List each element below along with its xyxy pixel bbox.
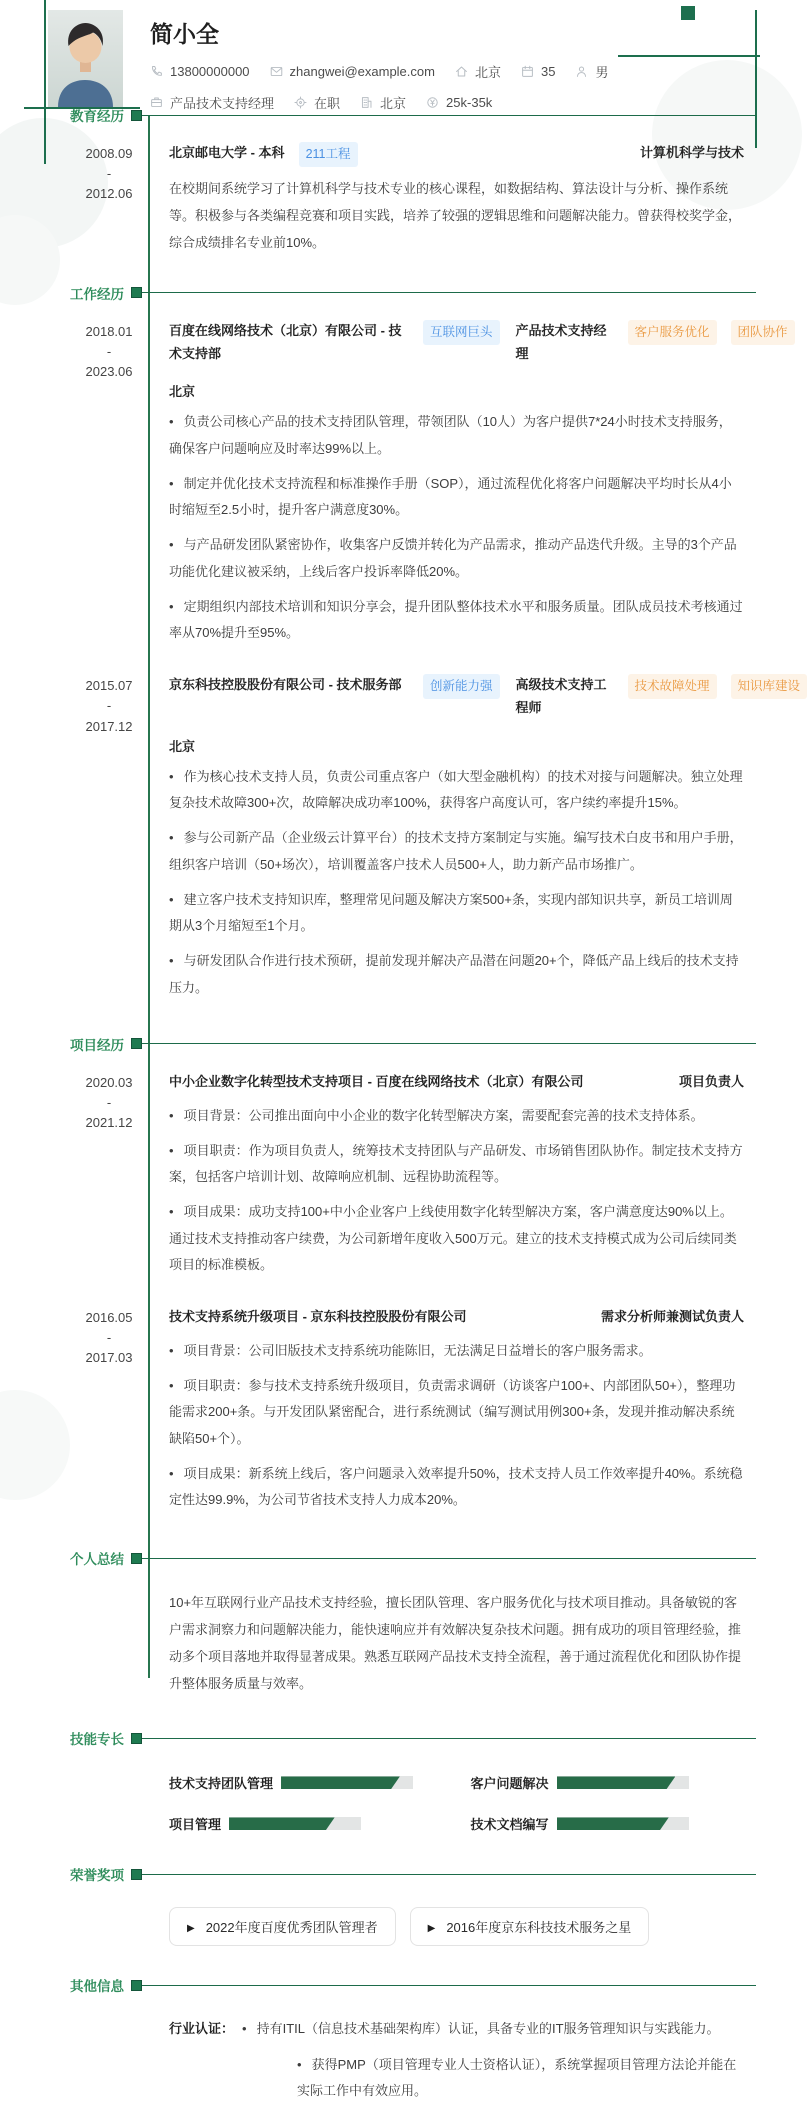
honors-entry: [0, 1883, 794, 1946]
project-content: [150, 1288, 794, 1513]
certification-bullet: [297, 2052, 744, 2104]
contact-phone: [150, 64, 250, 79]
project-title: 技术支持系统升级项目 - 京东科技控股股份有限公司: [169, 1309, 467, 1325]
project-role: 项目负责人: [678, 1073, 744, 1089]
section-label: 个人总结: [70, 1552, 124, 1568]
skill-bar-fill: [557, 1817, 669, 1830]
date-range: [0, 656, 150, 1001]
summary-content: [150, 1567, 794, 1697]
work-bullet: [169, 887, 744, 940]
section-label: 教育经历: [70, 109, 124, 124]
contact-age: [521, 64, 555, 79]
section-header: [0, 1729, 794, 1747]
project-bullet: [169, 1138, 744, 1191]
date-from: 2008.09: [85, 146, 133, 161]
skill-bar-fill: [557, 1776, 676, 1789]
section-header: [0, 284, 794, 302]
bullet-text: 项目背景：公司推出面向中小企业的数字化转型解决方案，需要配套完善的技术支持体系。: [183, 1107, 704, 1123]
skill-item: [169, 1773, 437, 1792]
skill-bar-track: [281, 1776, 413, 1789]
certification-label: 行业认证：: [169, 2021, 235, 2037]
award-text: 2022年度百度优秀团队管理者: [205, 1920, 378, 1936]
project-bullet: [169, 1373, 744, 1452]
contact-email: [270, 64, 435, 79]
timeline-node: [131, 1553, 142, 1564]
date-to: 2012.06: [85, 186, 133, 202]
section-summary: [0, 1549, 794, 1697]
status-text: 在职: [314, 96, 341, 111]
project-title: 中小企业数字化转型技术支持项目 - 百度在线网络技术（北京）有限公司: [169, 1073, 584, 1089]
bullet-text: 获得PMP（项目管理专业人士资格认证），系统掌握项目管理方法论并能在实际工作中有效应用。: [297, 2056, 737, 2098]
skill-tag: 技术故障处理: [628, 674, 717, 699]
section-rule: [142, 1043, 756, 1044]
date-to: 2017.12: [85, 718, 133, 734]
date-separator: -: [106, 166, 112, 182]
summary-text: 10+年互联网行业产品技术支持经验，擅长团队管理、客户服务优化与技术项目推动。具备敏锐的客户需求洞察力和问题解决能力，能快速响应并有效解决复杂技术问题。拥有成功的项目管理经验，推动多个项目落地并取得显著成果。熟悉互联网产品技术支持全流程，善于通过流程优化和团队协作提升整体服务质量与效率。: [169, 1595, 742, 1692]
date-separator: -: [106, 698, 112, 714]
date-to: 2021.12: [85, 1115, 133, 1131]
award-chip: [169, 1907, 396, 1946]
section-rule: [142, 1738, 756, 1739]
award-chip: [410, 1907, 650, 1946]
skill-bar-track: [229, 1817, 361, 1830]
location-text: 北京: [474, 65, 501, 80]
bullet-text: 持有ITIL（信息技术基础架构库）认证，具备专业的IT服务管理知识与实践能力。: [256, 2021, 720, 2037]
date-range-empty: [0, 1994, 150, 2104]
section-header: [0, 1865, 794, 1883]
bullet-text: 项目成果：成功支持100+中小企业客户上线使用数字化转型解决方案，客户满意度达90%以上。通过技术支持推动客户续费，为公司新增年度收入500万元。建立的技术支持模式成为公司后续同类项目的标准模板。: [169, 1204, 737, 1272]
bullet-text: 与产品研发团队紧密协作，收集客户反馈并转化为产品需求，推动产品迭代升级。主导的3个产品功能优化建议被采纳，上线后客户投诉率降低20%。: [169, 537, 737, 579]
project-bullet: [169, 1338, 744, 1364]
contact-location: [455, 62, 501, 81]
section-work: [0, 284, 801, 1001]
date-to: 2023.06: [85, 364, 133, 380]
school-tag: 211工程: [299, 142, 358, 167]
skills-content: [150, 1747, 794, 1833]
skill-tags: [628, 320, 795, 345]
timeline-node: [131, 1038, 142, 1049]
summary-entry: [0, 1567, 794, 1697]
section-header: [0, 1976, 794, 1994]
work-content: [150, 656, 801, 1001]
award-chips: [169, 1907, 744, 1946]
section-rule: [142, 292, 756, 293]
project-bullet: [169, 1103, 744, 1129]
work-title-row: [169, 320, 788, 366]
skill-tags: [628, 674, 807, 699]
work-bullet: [169, 948, 744, 1001]
section-label: 项目经历: [70, 1037, 124, 1053]
date-from: 2020.03: [85, 1074, 133, 1090]
education-description: 在校期间系统学习了计算机科学与技术专业的核心课程，如数据结构、算法设计与分析、操作系统等。积极参与各类编程竞赛和项目实践，培养了较强的逻辑思维和问题解决能力。曾获得校奖学金，综合成绩排名专业前10%。: [169, 180, 742, 250]
section-rule: [142, 1558, 756, 1559]
date-range-empty: [0, 1567, 150, 1697]
project-bullet: [169, 1199, 744, 1278]
skill-bar-fill: [281, 1776, 400, 1789]
work-bullet: [169, 764, 744, 817]
work-bullet: [169, 409, 744, 462]
other-content: [150, 1994, 794, 2104]
date-from: 2016.05: [85, 1310, 133, 1326]
city-text: 北京: [380, 96, 407, 111]
company-tag: 创新能力强: [423, 674, 500, 699]
phone-icon: [150, 65, 163, 78]
section-header: [0, 1549, 794, 1567]
bullet-text: 项目职责：作为项目负责人，统筹技术支持团队与产品研发、市场销售团队协作。制定技术支持方案，包括客户培训计划、故障响应机制、远程协助流程等。: [169, 1142, 743, 1185]
skill-bar-track: [557, 1776, 689, 1789]
work-title-row: [169, 674, 801, 720]
education-content: [150, 124, 794, 256]
date-from: 2015.07: [85, 678, 133, 694]
play-icon: [428, 1919, 436, 1934]
timeline-node: [131, 1869, 142, 1880]
certification-row: [169, 2016, 744, 2042]
date-separator: -: [106, 343, 112, 359]
section-honors: [0, 1865, 794, 1946]
timeline-node: [131, 1980, 142, 1991]
section-rule: [142, 115, 756, 116]
date-range: [0, 124, 150, 256]
timeline-node: [131, 1733, 142, 1744]
mail-icon: [270, 65, 283, 78]
date-range-empty: [0, 1747, 150, 1833]
bullet-text: 作为核心技术支持人员，负责公司重点客户（如大型金融机构）的技术对接与问题解决。独立处理复杂技术故障300+次，故障解决成功率100%，获得客户高度认可，客户续约率提升15%。: [169, 768, 743, 811]
skill-tag: 知识库建设: [731, 674, 807, 699]
bullet-text: 项目成果：新系统上线后，客户问题录入效率提升50%，技术支持人员工作效率提升40%。系统稳定性达99.9%，为公司节省技术支持人力成本20%。: [169, 1465, 743, 1508]
honors-content: [150, 1883, 794, 1946]
project-entry: [0, 1288, 794, 1513]
location-icon: [455, 65, 468, 78]
major-name: 计算机科学与技术: [639, 145, 744, 160]
skill-item: [471, 1814, 739, 1833]
candidate-name: 简小全: [150, 21, 219, 47]
salary-text: 25k-35k: [446, 95, 493, 110]
date-range: [0, 1288, 150, 1513]
section-projects: [0, 1035, 794, 1514]
date-separator: -: [106, 1330, 112, 1346]
section-skills: [0, 1729, 794, 1833]
skill-bar-track: [557, 1817, 689, 1830]
date-from: 2018.01: [85, 323, 133, 339]
timeline-node: [131, 110, 142, 121]
skill-bar-fill: [229, 1817, 335, 1830]
bullet-text: 制定并优化技术支持流程和标准操作手册（SOP），通过流程优化将客户问题解决平均时长从4小时缩短至2.5小时，提升客户满意度30%。: [169, 475, 732, 518]
skill-tag: 客户服务优化: [628, 320, 717, 345]
profile-photo: [48, 10, 123, 107]
section-label: 技能专长: [70, 1732, 124, 1748]
work-location: 北京: [169, 384, 196, 400]
work-bullet: [169, 471, 744, 524]
award-text: 2016年度京东科技技术服务之星: [446, 1920, 632, 1936]
section-rule: [142, 1985, 756, 1986]
work-content: [150, 302, 794, 647]
skill-name: 技术文档编写: [470, 1817, 549, 1833]
section-label: 荣誉奖项: [70, 1868, 124, 1884]
project-title-row: [169, 1071, 744, 1094]
phone-number: 13800000000: [170, 64, 250, 79]
skill-name: 技术支持团队管理: [169, 1776, 274, 1792]
bullet-text: 项目背景：公司旧版技术支持系统功能陈旧，无法满足日益增长的客户服务需求。: [183, 1342, 652, 1358]
avatar-illustration: [48, 10, 123, 107]
work-bullet: [169, 594, 744, 647]
company-name: 京东科技控股股份有限公司 - 技术服务部: [169, 677, 402, 693]
age-icon: [521, 65, 534, 78]
skill-tag: 团队协作: [731, 320, 795, 345]
work-bullet: [169, 532, 744, 585]
project-title-row: [169, 1306, 744, 1329]
bullet-text: 与研发团队合作进行技术预研，提前发现并解决产品潜在问题20+个，降低产品上线后的技术支持压力。: [169, 953, 739, 995]
timeline-node: [131, 287, 142, 298]
bullet-text: 建立客户技术支持知识库，整理常见问题及解决方案500+条，实现内部知识共享，新员工培训周期从3个月缩短至1个月。: [169, 891, 733, 934]
section-other: [0, 1976, 794, 2104]
job-position: 产品技术支持经理: [515, 322, 607, 361]
bullet-text: 参与公司新产品（企业级云计算平台）的技术支持方案制定与实施。编写技术白皮书和用户手册，组织客户培训（50+场次），培训覆盖客户技术人员500+人，助力新产品市场推广。: [169, 830, 743, 872]
date-range: [0, 1053, 150, 1278]
education-entry: [0, 124, 794, 256]
company-name: 百度在线网络技术（北京）有限公司 - 技术支持部: [169, 322, 402, 361]
job-position: 高级技术支持工程师: [515, 677, 607, 716]
contact-row-1: [150, 62, 770, 81]
work-entry: [0, 656, 801, 1001]
project-bullet: [169, 1461, 744, 1514]
section-label: 其他信息: [70, 1979, 124, 1995]
education-title-row: [169, 142, 744, 167]
section-header: [0, 106, 794, 124]
date-range-empty: [0, 1883, 150, 1946]
project-entry: [0, 1053, 794, 1278]
section-education: [0, 106, 794, 256]
skill-name: 项目管理: [169, 1817, 222, 1833]
bullet-text: 项目职责：参与技术支持系统升级项目，负责需求调研（访谈客户100+、内部团队50+），整理功能需求200+条。与开发团队紧密配合，进行系统测试（编写测试用例300+条，发现并推动解决系统缺陷50+个）。: [169, 1378, 736, 1446]
section-header: [0, 1035, 794, 1053]
other-entry: [0, 1994, 794, 2104]
skill-item: [169, 1814, 437, 1833]
header: [0, 0, 794, 111]
bullet-text: 定期组织内部技术培训和知识分享会，提升团队整体技术水平和服务质量。团队成员技术考核通过率从70%提升至95%。: [169, 598, 743, 641]
school-name: 北京邮电大学 - 本科: [169, 145, 285, 160]
work-location: 北京: [169, 738, 196, 754]
play-icon: [187, 1919, 195, 1934]
work-entry: [0, 302, 794, 647]
skills-grid: [169, 1773, 744, 1833]
gender-icon: [575, 65, 588, 78]
date-separator: -: [106, 1094, 112, 1110]
work-bullet: [169, 825, 744, 878]
certification-bullet: [242, 2016, 720, 2042]
position-text: 产品技术支持经理: [170, 96, 275, 111]
project-role: 需求分析师兼测试负责人: [600, 1309, 744, 1325]
bullet-text: 负责公司核心产品的技术支持团队管理，带领团队（10人）为客户提供7*24小时技术支持服务，确保客户问题响应及时率达99%以上。: [169, 414, 732, 456]
project-content: [150, 1053, 794, 1278]
date-range: [0, 302, 150, 647]
email-address: zhangwei@example.com: [289, 64, 435, 79]
section-rule: [142, 1874, 756, 1875]
age-text: 35: [540, 64, 556, 79]
section-label: 工作经历: [70, 286, 124, 302]
skills-entry: [0, 1747, 794, 1833]
gender-text: 男: [595, 65, 609, 80]
skill-name: 客户问题解决: [470, 1776, 549, 1792]
date-to: 2017.03: [85, 1350, 133, 1366]
skill-item: [471, 1773, 739, 1792]
contact-gender: [575, 62, 608, 81]
company-tag: 互联网巨头: [423, 320, 500, 345]
